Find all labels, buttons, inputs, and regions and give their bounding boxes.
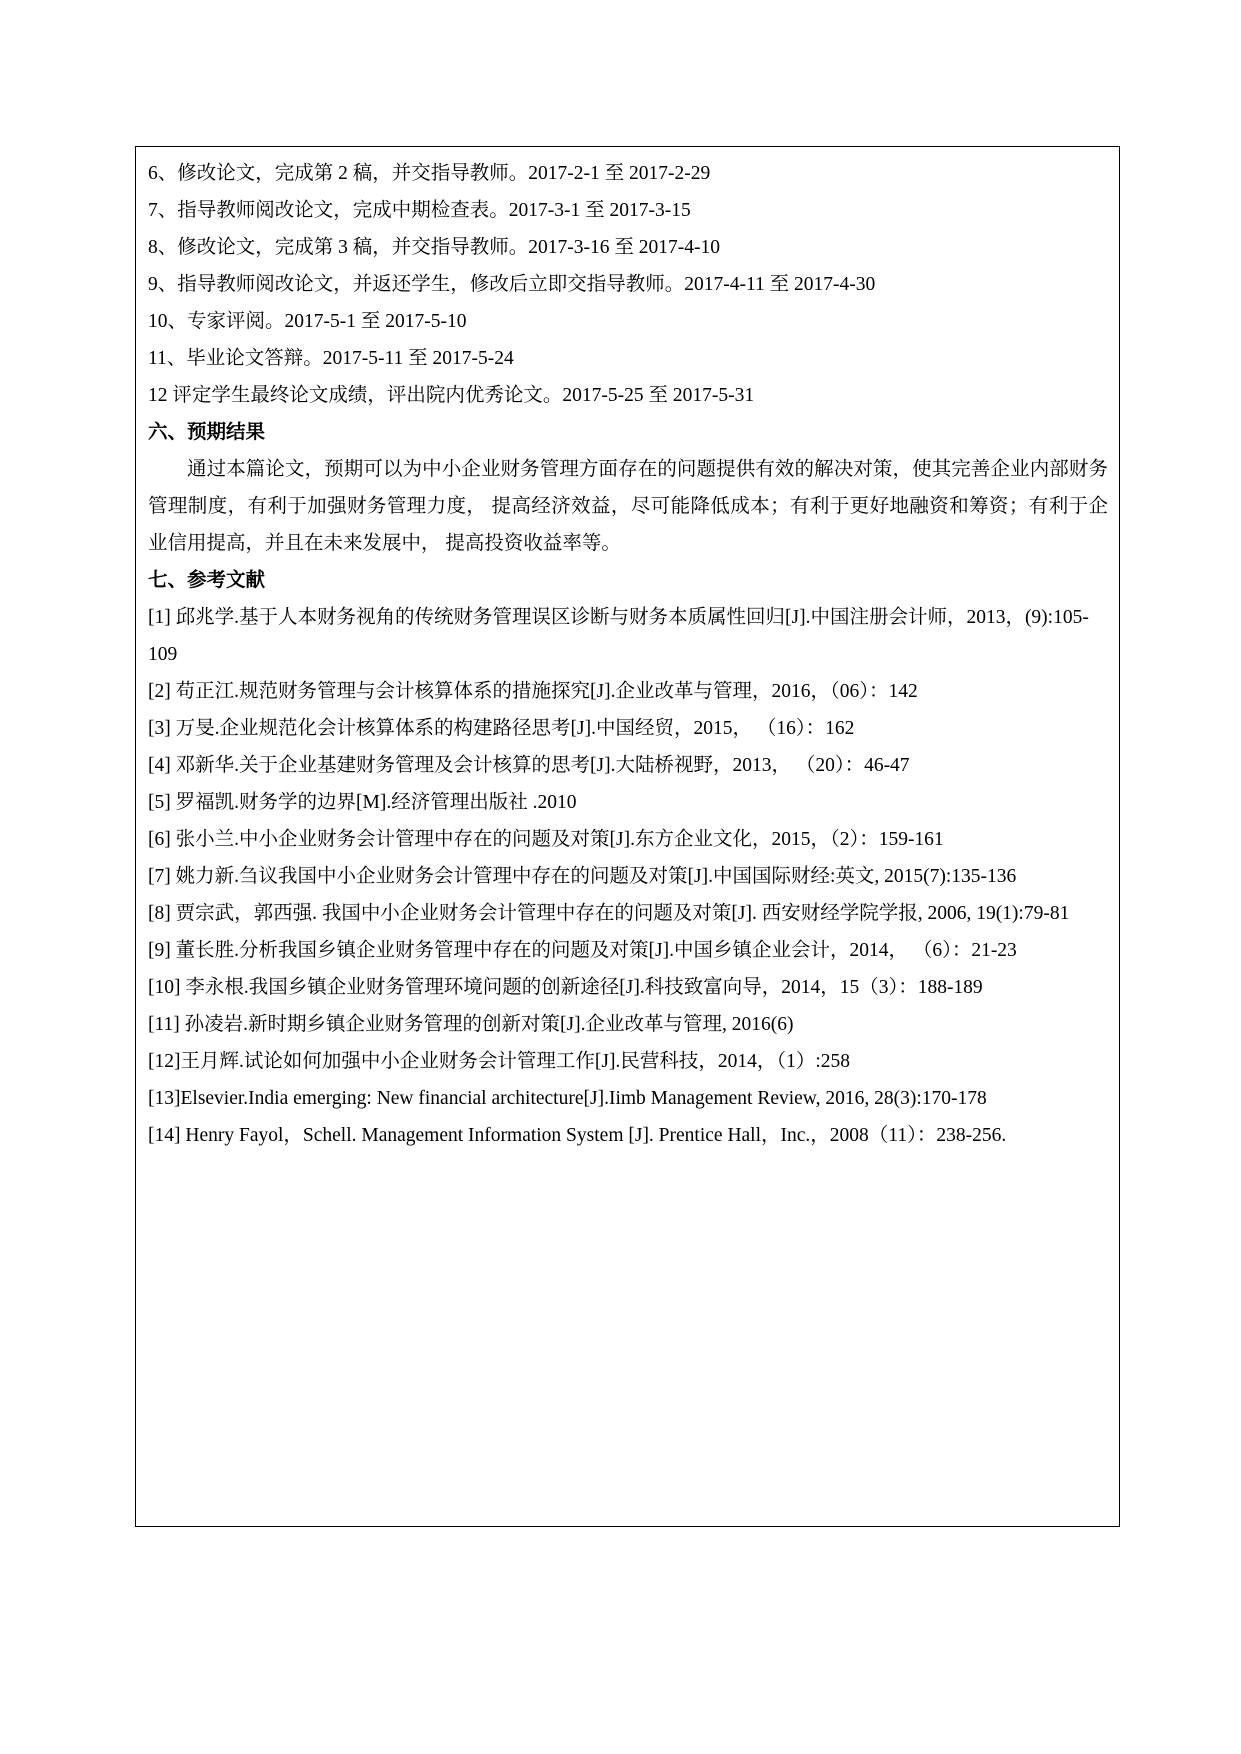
schedule-item: 8、修改论文，完成第 3 稿，并交指导教师。2017-3-16 至 2017-4-10	[148, 237, 720, 258]
schedule-item: 6、修改论文，完成第 2 稿，并交指导教师。2017-2-1 至 2017-2-29	[148, 163, 711, 184]
reference-item: [2] 苟正江.规范财务管理与会计核算体系的措施探究[J].企业改革与管理，2016，（06）：142	[148, 681, 918, 702]
reference-item: [10] 李永根.我国乡镇企业财务管理环境问题的创新途径[J].科技致富向导，2014，15（3）：188-189	[148, 977, 983, 998]
schedule-item: 12 评定学生最终论文成绩，评出院内优秀论文。2017-5-25 至 2017-5-31	[148, 385, 755, 406]
reference-item: [8] 贾宗武，郭西强. 我国中小企业财务会计管理中存在的问题及对策[J]. 西安财经学院学报, 2006, 19(1):79-81	[148, 903, 1070, 924]
reference-item: [6] 张小兰.中小企业财务会计管理中存在的问题及对策[J].东方企业文化，2015，（2）：159-161	[148, 829, 944, 850]
reference-item: [14] Henry Fayol，Schell. Management Information System [J]. Prentice Hall，Inc.，2008（11）：238-256.	[148, 1125, 1007, 1146]
reference-item: [3] 万旻.企业规范化会计核算体系的构建路径思考[J].中国经贸，2015， （16）：162	[148, 718, 855, 739]
section-heading-references: 七、参考文献	[148, 570, 266, 591]
schedule-item: 11、毕业论文答辩。2017-5-11 至 2017-5-24	[148, 348, 514, 369]
reference-item: [7] 姚力新.刍议我国中小企业财务会计管理中存在的问题及对策[J].中国国际财经:英文, 2015(7):135-136	[148, 866, 1017, 887]
schedule-item: 10、专家评阅。2017-5-1 至 2017-5-10	[148, 311, 467, 332]
reference-item: [5] 罗福凯.财务学的边界[M].经济管理出版社 .2010	[148, 792, 577, 813]
reference-item: [4] 邓新华.关于企业基建财务管理及会计核算的思考[J].大陆桥视野，2013， （20）：46-47	[148, 755, 910, 776]
schedule-item: 9、指导教师阅改论文，并返还学生，修改后立即交指导教师。2017-4-11 至 2017-4-30	[148, 274, 876, 295]
reference-item: [1] 邱兆学.基于人本财务视角的传统财务管理误区诊断与财务本质属性回归[J].中国注册会计师，2013，(9):105-109	[148, 607, 1089, 665]
expected-results-paragraph: 通过本篇论文，预期可以为中小企业财务管理方面存在的问题提供有效的解决对策，使其完善企业内部财务管理制度，有利于加强财务管理力度， 提高经济效益，尽可能降低成本；有利于更好地融资和筹资；有利于企业信用提高，并且在未来发展中， 提高投资收益率等。	[148, 459, 1108, 554]
schedule-item: 7、指导教师阅改论文，完成中期检查表。2017-3-1 至 2017-3-15	[148, 200, 691, 221]
reference-item: [9] 董长胜.分析我国乡镇企业财务管理中存在的问题及对策[J].中国乡镇企业会计，2014， （6）：21-23	[148, 940, 1017, 961]
section-heading-expected-results: 六、预期结果	[148, 422, 266, 443]
reference-item: [12]王月辉.试论如何加强中小企业财务会计管理工作[J].民营科技，2014，（1）:258	[148, 1051, 850, 1072]
reference-item: [11] 孙凌岩.新时期乡镇企业财务管理的创新对策[J].企业改革与管理, 2016(6)	[148, 1014, 794, 1035]
form-table-cell	[135, 146, 1120, 1527]
reference-item: [13]Elsevier.India emerging: New financial architecture[J].Iimb Management Review, 2016, 28(3):170-178	[148, 1088, 987, 1109]
cell-content	[148, 155, 1108, 1154]
